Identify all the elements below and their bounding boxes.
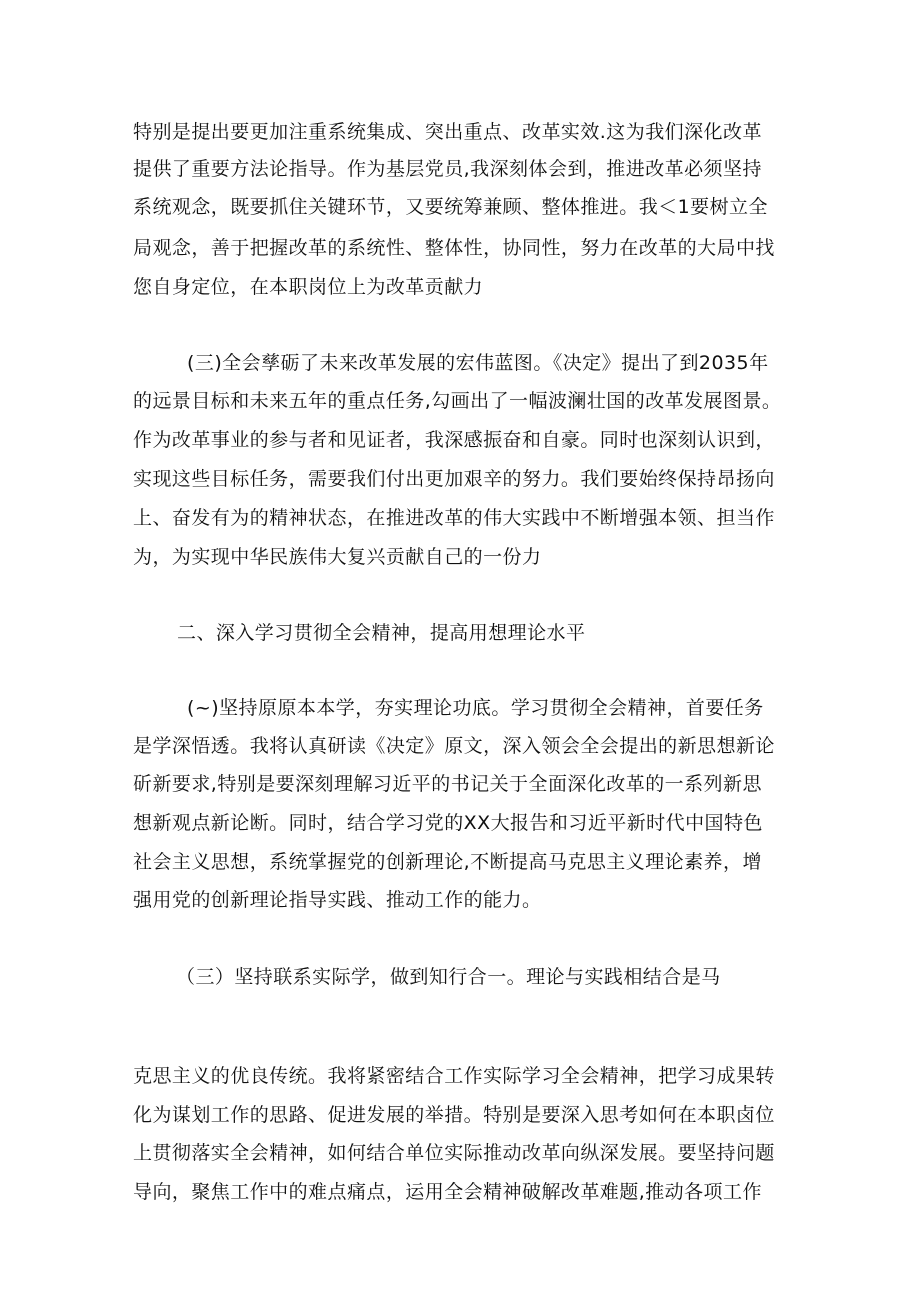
text-line: 导向，聚焦工作中的难点痛点，运用全会精神破解改革难题,推动各项工作	[133, 1181, 762, 1203]
text-line: 是学深悟透。我将认真研读《决定》原文，深入领会全会提出的新思想新论	[133, 735, 775, 757]
text-line: 想新观点新论断。同时，结合学习党的XX大报告和习近平新时代中国特色	[133, 812, 763, 834]
text-line: 的远景目标和未来五年的重点任务,勾画出了一幅波澜壮国的改革发展图景。	[133, 390, 782, 412]
text-line: 上贯彻落实全会精神，如何结合单位实际推动改革向纵深发展。要坚持问题	[133, 1142, 775, 1164]
subsection-heading: （三）坚持联系实际学，做到知行合一。理论与实践相结合是马	[176, 966, 721, 988]
text-line: 实现这些目标任务，需要我们付出更加艰辛的努力。我们要始终保持昂扬向	[133, 468, 775, 490]
text-line: 斫新要求,特别是要深刻理解习近平的书记关于全面深化改革的一系列新思	[133, 773, 762, 795]
text-line: (三)全会孳砺了未来改革发展的宏伟蓝图。《决定》提出了到2035年	[187, 352, 769, 374]
text-line: 化为谋划工作的思路、促进发展的举措。特别是要深入思考如何在本职卤位	[133, 1104, 775, 1126]
text-line: 作为改革事业的参与者和见证者，我深感振奋和自豪。同时也深刻认识到，	[133, 429, 775, 451]
text-line: 您自身定位，在本职岗位上为改革贡献力	[133, 276, 484, 298]
text-line: 社会主义思想，系统掌握党的创新理论,不断提高马克思主义理论素养，增	[133, 851, 762, 873]
text-line: 为，为实现中华民族伟大复兴贡献自己的一份力	[133, 546, 542, 568]
text-line: 强用党的创新理论指导实践、推动工作的能力。	[133, 889, 542, 911]
text-line: 克思主义的优良传统。我将紧密结合工作实际学习全会精神，把学习成果转	[133, 1065, 775, 1087]
text-line: 系统观念，既要抓住关键环节，又要统筹兼顾、整体推进。我＜1要树立全	[133, 196, 768, 218]
section-heading: 二、深入学习贯彻全会精神，提高用想理论水平	[177, 622, 586, 644]
text-line: 提供了重要方法论指导。作为基层党员,我深刻体会到，推进改革必须坚持	[133, 158, 762, 180]
text-line: (~)坚持原原本本学，夯实理论功底。学习贯彻全会精神，首要任务	[187, 697, 764, 719]
text-line: 局观念，善于把握改革的系统性、整体性，协同性，努力在改革的大局中找	[133, 237, 775, 259]
text-line: 上、奋发有为的精神状态，在推进改革的伟大实践中不断增强本领、担当作	[133, 507, 775, 529]
text-line: 特别是提出要更加注重系统集成、突出重点、改革实效.这为我们深化改革	[133, 121, 762, 143]
